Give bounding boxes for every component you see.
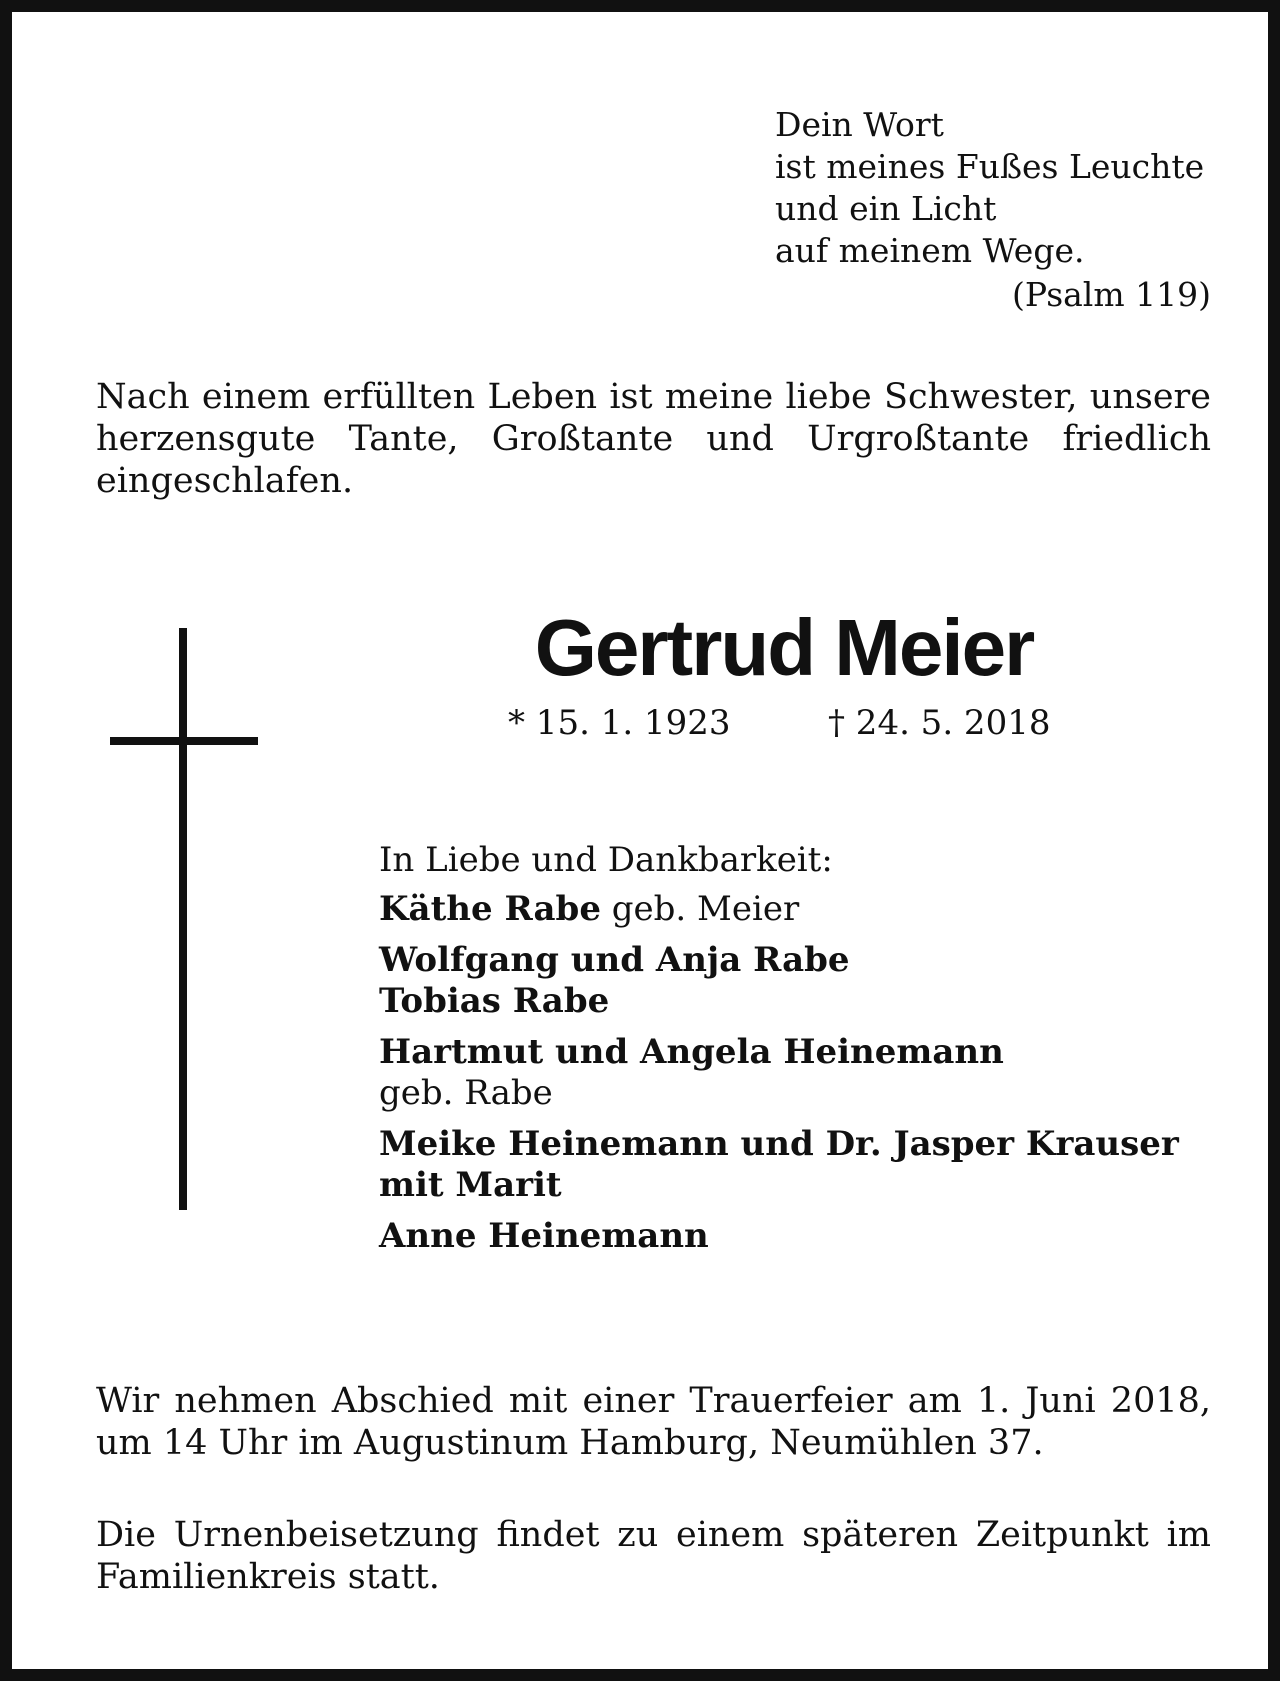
death-date: † 24. 5. 2018 (828, 703, 1051, 743)
intro-text: Nach einem erfüllten Leben ist meine liebe Schwester, unsere herzensgute Tante, Großtante und Urgroßtante friedlich eingeschlafen. (96, 377, 1211, 501)
mourner-entry (379, 1216, 1219, 1257)
farewell-text: Wir nehmen Abschied mit einer Trauerfeier am 1. Juni 2018, um 14 Uhr im Augustinum Hamburg, Neumühlen 37. (96, 1381, 1211, 1463)
psalm-reference: (Psalm 119) (1012, 275, 1211, 314)
mourner-name: Anne Heinemann (379, 1216, 709, 1256)
mourner-entry (379, 1124, 1219, 1206)
psalm-line: Dein Wort (775, 105, 944, 144)
mourner-entry (379, 1032, 1219, 1114)
birth-date: * 15. 1. 1923 (508, 703, 731, 743)
cross-icon-vertical (179, 628, 187, 1210)
mourners-heading: In Liebe und Dankbarkeit: (379, 840, 833, 880)
mourner-name: Meike Heinemann und Dr. Jasper Krauser (379, 1124, 1179, 1164)
psalm-line: und ein Licht (775, 189, 997, 228)
mourner-name: mit Marit (379, 1165, 562, 1205)
mourner-entry (379, 940, 1219, 1022)
mourner-name: Hartmut und Angela Heinemann (379, 1032, 1004, 1072)
psalm-line: auf meinem Wege. (775, 231, 1085, 270)
mourners-list (379, 840, 1219, 1267)
cross-icon-horizontal (110, 737, 258, 745)
mourner-name: Tobias Rabe (379, 981, 610, 1021)
mourner-name: Käthe Rabe (379, 889, 601, 929)
mourner-note: geb. Rabe (379, 1073, 553, 1113)
psalm-quote (775, 104, 1211, 316)
mourner-name: Wolfgang und Anja Rabe (379, 940, 850, 980)
mourner-note: geb. Meier (600, 889, 800, 929)
deceased-name: Gertrud Meier (534, 603, 1034, 692)
psalm-line: ist meines Fußes Leuchte (775, 147, 1205, 186)
mourner-entry (379, 889, 1219, 930)
burial-text: Die Urnenbeisetzung findet zu einem späteren Zeitpunkt im Familienkreis statt. (96, 1515, 1211, 1597)
